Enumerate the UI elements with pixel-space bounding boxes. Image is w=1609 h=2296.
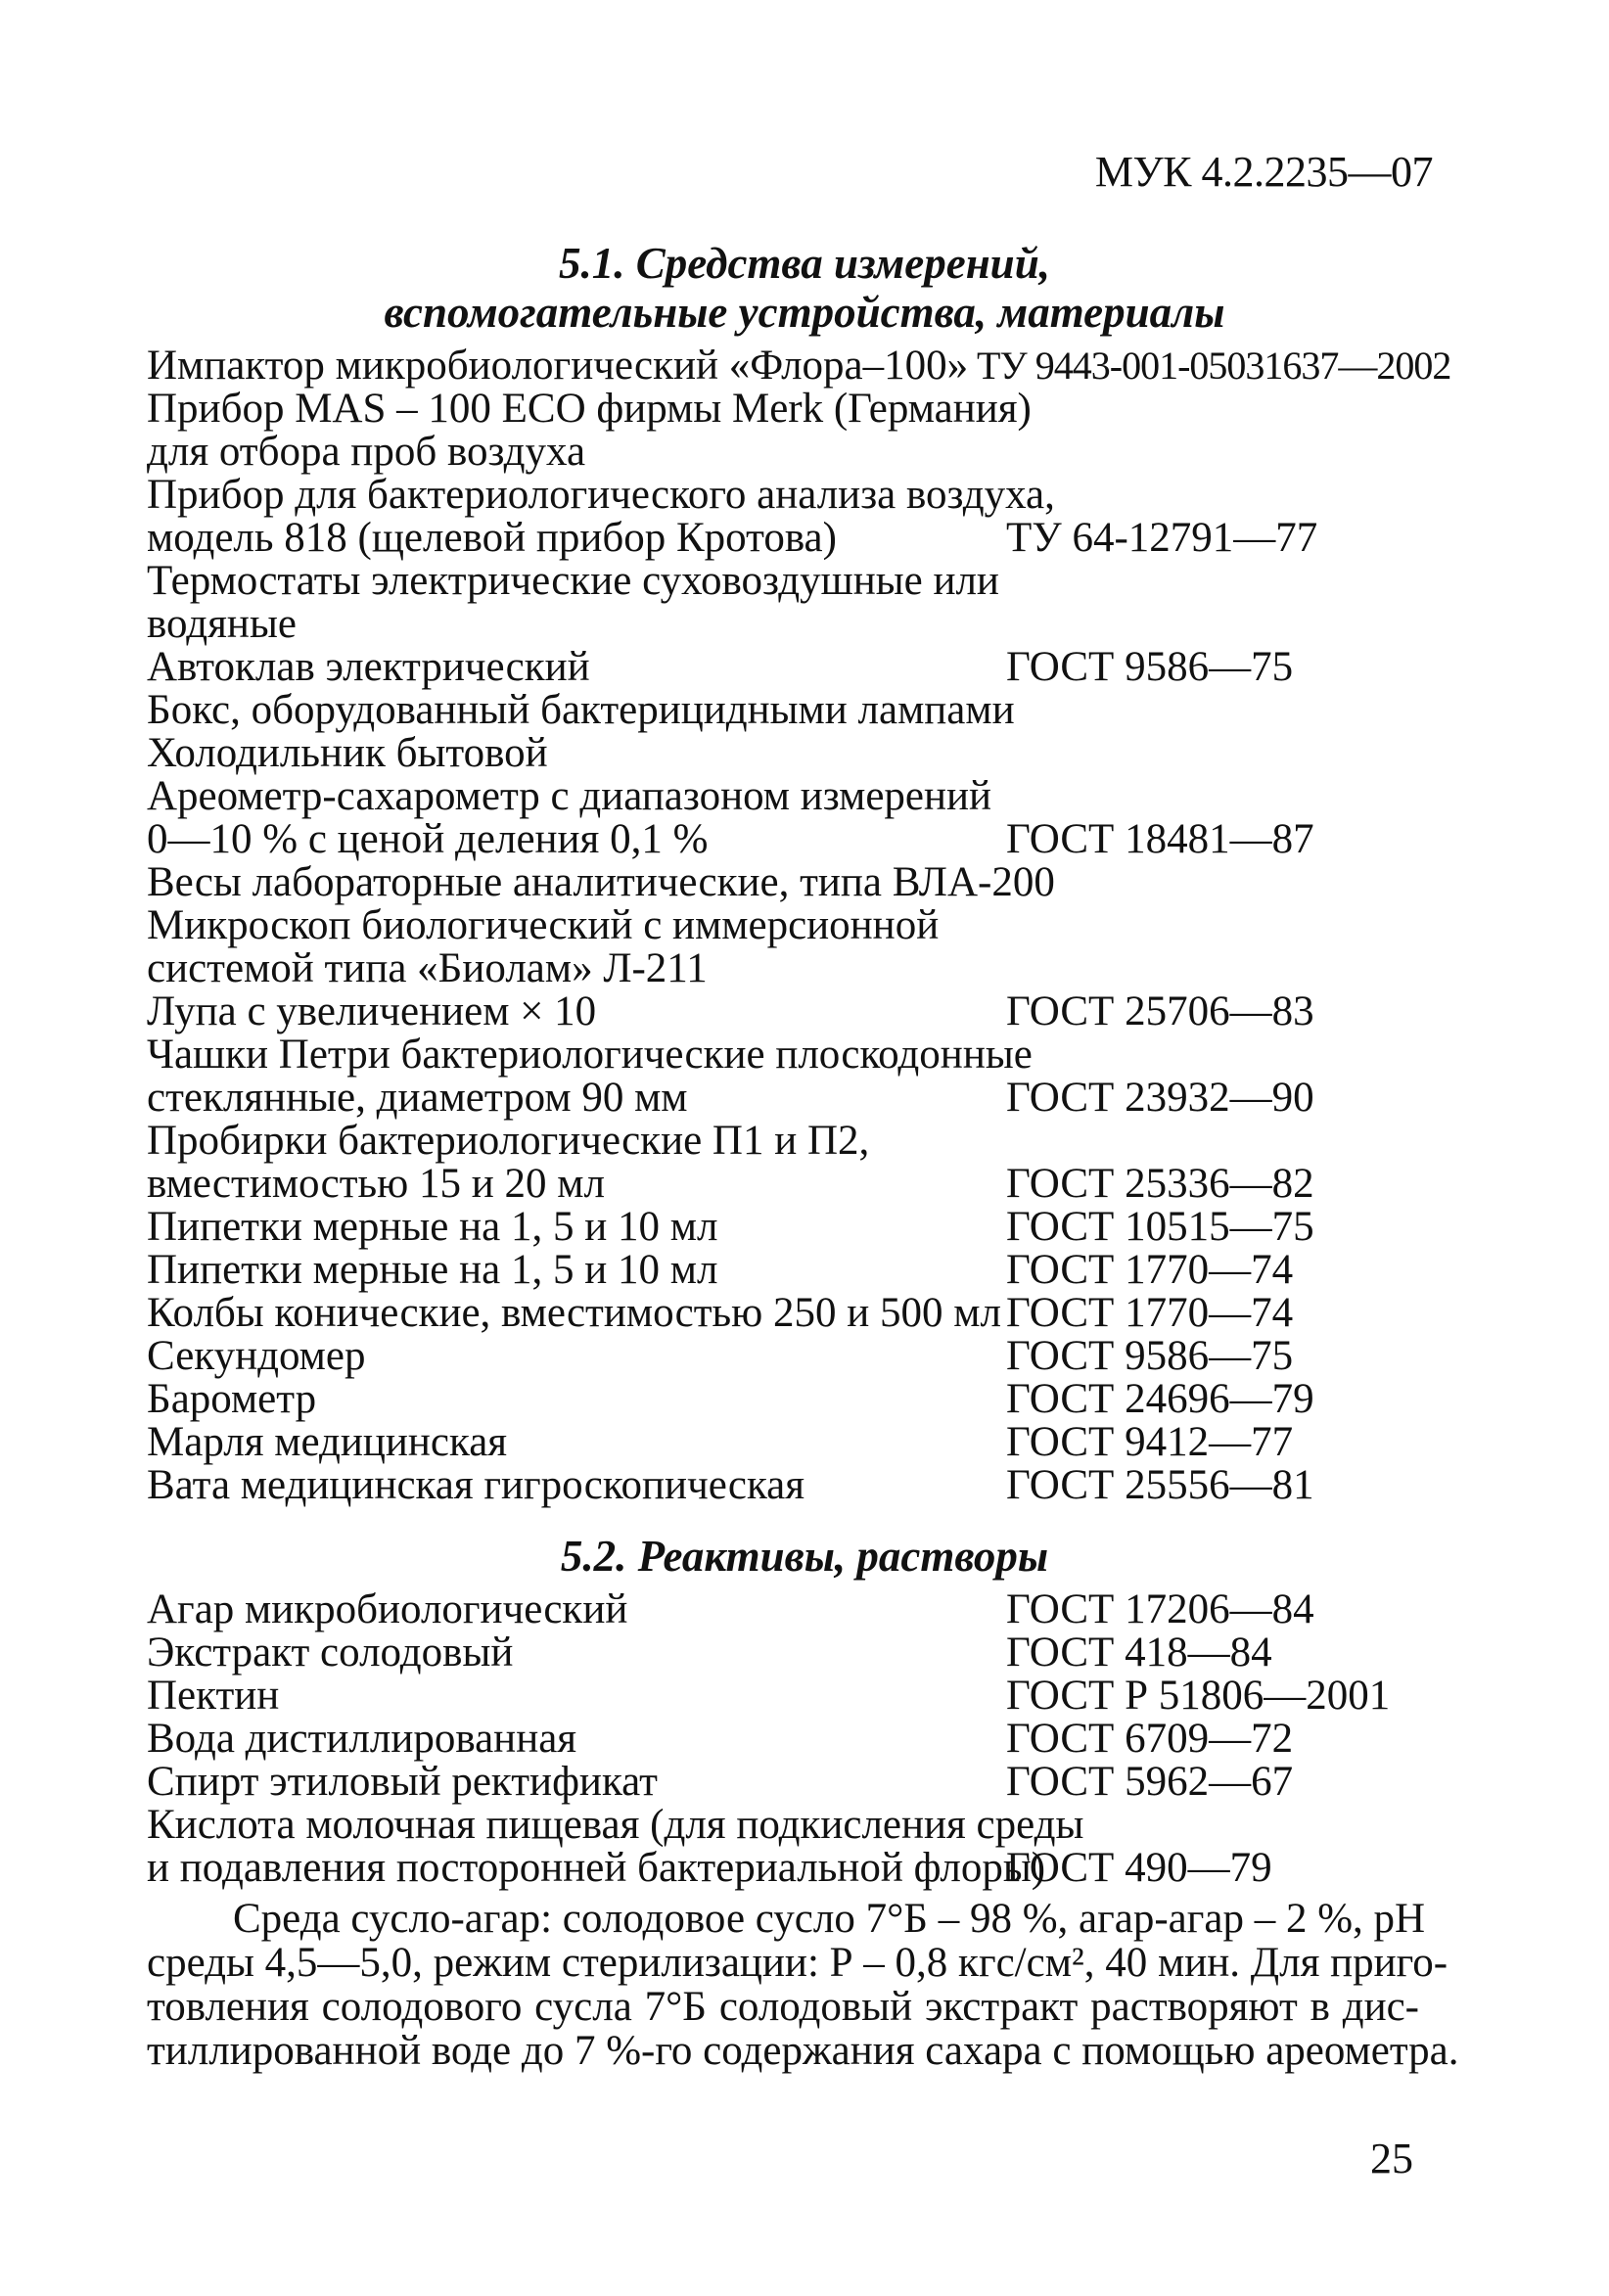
paragraph-line: среды 4,5—5,0, режим стерилизации: Р – 0,8 кгс/см², 40 мин. Для приго- [147,1940,1448,1986]
item-name: стеклянные, диаметром 90 мм [147,1075,688,1121]
list-item [147,990,1497,1033]
item-name: Барометр [147,1376,317,1422]
section-1-title-line-1: 5.1. Средства измерений, [559,239,1050,288]
item-standard: ГОСТ 25336—82 [1006,1161,1314,1207]
item-standard: ГОСТ 6709—72 [1006,1716,1294,1762]
item-name: Кислота молочная пищевая (для подкисления среды [147,1802,1084,1848]
item-standard: ГОСТ 24696—79 [1006,1376,1314,1422]
list-item [147,1421,1497,1464]
item-name: Спирт этиловый ректификат [147,1759,658,1805]
list-item [147,1033,1497,1077]
list-item [147,388,1497,431]
item-standard: ГОСТ 490—79 [1006,1845,1272,1891]
list-item [147,775,1497,818]
item-name: для отбора проб воздуха [147,429,586,475]
item-name: Марля медицинская [147,1419,508,1465]
list-item [147,1464,1497,1507]
item-name: системой типа «Биолам» Л-211 [147,945,708,991]
item-name: Вата медицинская гигроскопическая [147,1462,805,1508]
reagents-list [147,1588,1497,1890]
list-item [147,1206,1497,1249]
item-name: и подавления посторонней бактериальной флоры) [147,1845,1046,1891]
item-name: Автоклав электрический [147,644,590,690]
paragraph-line: тиллированной воде до 7 %-го содержания сахара с помощью ареометра. [147,2028,1459,2074]
list-item [147,1077,1497,1120]
list-item [147,646,1497,689]
item-name: Колбы конические, вместимостью 250 и 500 мл [147,1290,1001,1336]
item-standard: ГОСТ 1770—74 [1006,1247,1294,1293]
item-name: Секундомер [147,1333,366,1379]
list-item [147,904,1497,947]
list-item [147,1292,1497,1335]
list-item [147,818,1497,861]
list-item [147,603,1497,646]
section-1-title-line-2: вспомогательные устройства, материалы [384,288,1225,337]
list-item [147,1631,1497,1675]
equipment-list [147,344,1497,1507]
list-item [147,1588,1497,1631]
list-item [147,1675,1497,1718]
item-name: Лупа с увеличением × 10 [147,988,597,1034]
list-item [147,947,1497,990]
item-name: Прибор для бактериологического анализа воздуха, [147,472,1055,518]
item-standard: ГОСТ Р 51806—2001 [1006,1673,1391,1719]
paragraph-line: Среда сусло-агар: солодовое сусло 7°Б – 98 %, агар-агар – 2 %, pH [233,1896,1426,1942]
section-1-title [0,239,1609,337]
list-item [147,732,1497,775]
item-name: Микроскоп биологический с иммерсионной [147,902,940,948]
list-item [147,1804,1497,1847]
item-standard: ГОСТ 9586—75 [1006,1333,1294,1379]
item-name: Чашки Петри бактериологические плоскодонные [147,1032,1033,1078]
item-name: Пектин [147,1673,280,1719]
item-name: Термостаты электрические суховоздушные или [147,558,999,604]
item-standard: ГОСТ 1770—74 [1006,1290,1294,1336]
item-name: Экстракт солодовый [147,1630,514,1676]
paragraph-line: товления солодового сусла 7°Б солодовый экстракт растворяют в дис- [147,1984,1419,2030]
item-standard: ГОСТ 23932—90 [1006,1075,1314,1121]
item-standard: ГОСТ 5962—67 [1006,1759,1294,1805]
document-code: МУК 4.2.2235—07 [1094,148,1433,196]
item-name: Ареометр-сахарометр с диапазоном измерений [147,773,992,819]
item-name: Импактор микробиологический «Флора–100» [147,343,969,389]
item-name: Холодильник бытовой [147,730,548,776]
item-name: Агар микробиологический [147,1586,628,1632]
item-standard: ГОСТ 25706—83 [1006,988,1314,1034]
item-standard: ГОСТ 17206—84 [1006,1586,1314,1632]
list-item [147,1335,1497,1378]
item-name: 0—10 % с ценой деления 0,1 % [147,816,709,862]
item-standard: ТУ 64-12791—77 [1006,515,1318,561]
section-2-title-line: 5.2. Реактивы, растворы [560,1532,1049,1581]
item-name: Весы лабораторные аналитические, типа ВЛА-200 [147,859,1055,905]
item-name: Пипетки мерные на 1, 5 и 10 мл [147,1247,718,1293]
item-standard: ГОСТ 9586—75 [1006,644,1294,690]
list-item [147,1378,1497,1421]
item-standard: ГОСТ 418—84 [1006,1630,1272,1676]
item-name: вместимостью 15 и 20 мл [147,1161,605,1207]
list-item [147,689,1497,732]
item-name: Прибор MAS – 100 ECO фирмы Merk (Германия) [147,386,1032,432]
list-item [147,474,1497,517]
item-standard: ГОСТ 25556—81 [1006,1462,1314,1508]
page-number: 25 [1370,2135,1413,2182]
item-standard: ГОСТ 10515—75 [1006,1204,1314,1250]
list-item [147,1718,1497,1761]
item-name: водяные [147,601,297,647]
list-item [147,1120,1497,1163]
item-standard: ГОСТ 18481—87 [1006,816,1314,862]
list-item [147,560,1497,603]
list-item [147,1761,1497,1804]
list-item [147,1163,1497,1206]
list-item [147,861,1497,904]
item-name: модель 818 (щелевой прибор Кротова) [147,515,837,561]
list-item [147,431,1497,474]
medium-preparation-paragraph [147,1896,1459,2074]
list-item [147,1249,1497,1292]
item-name: Вода дистиллированная [147,1716,577,1762]
list-item [147,517,1497,560]
section-2-title [0,1532,1609,1581]
item-name: Пробирки бактериологические П1 и П2, [147,1118,870,1164]
item-standard: ТУ 9443-001-05031637—2002 [977,344,1451,388]
list-item [147,1847,1497,1890]
item-standard: ГОСТ 9412—77 [1006,1419,1294,1465]
item-name: Бокс, оборудованный бактерицидными лампами [147,687,1015,733]
item-name: Пипетки мерные на 1, 5 и 10 мл [147,1204,718,1250]
list-item [147,344,1497,388]
